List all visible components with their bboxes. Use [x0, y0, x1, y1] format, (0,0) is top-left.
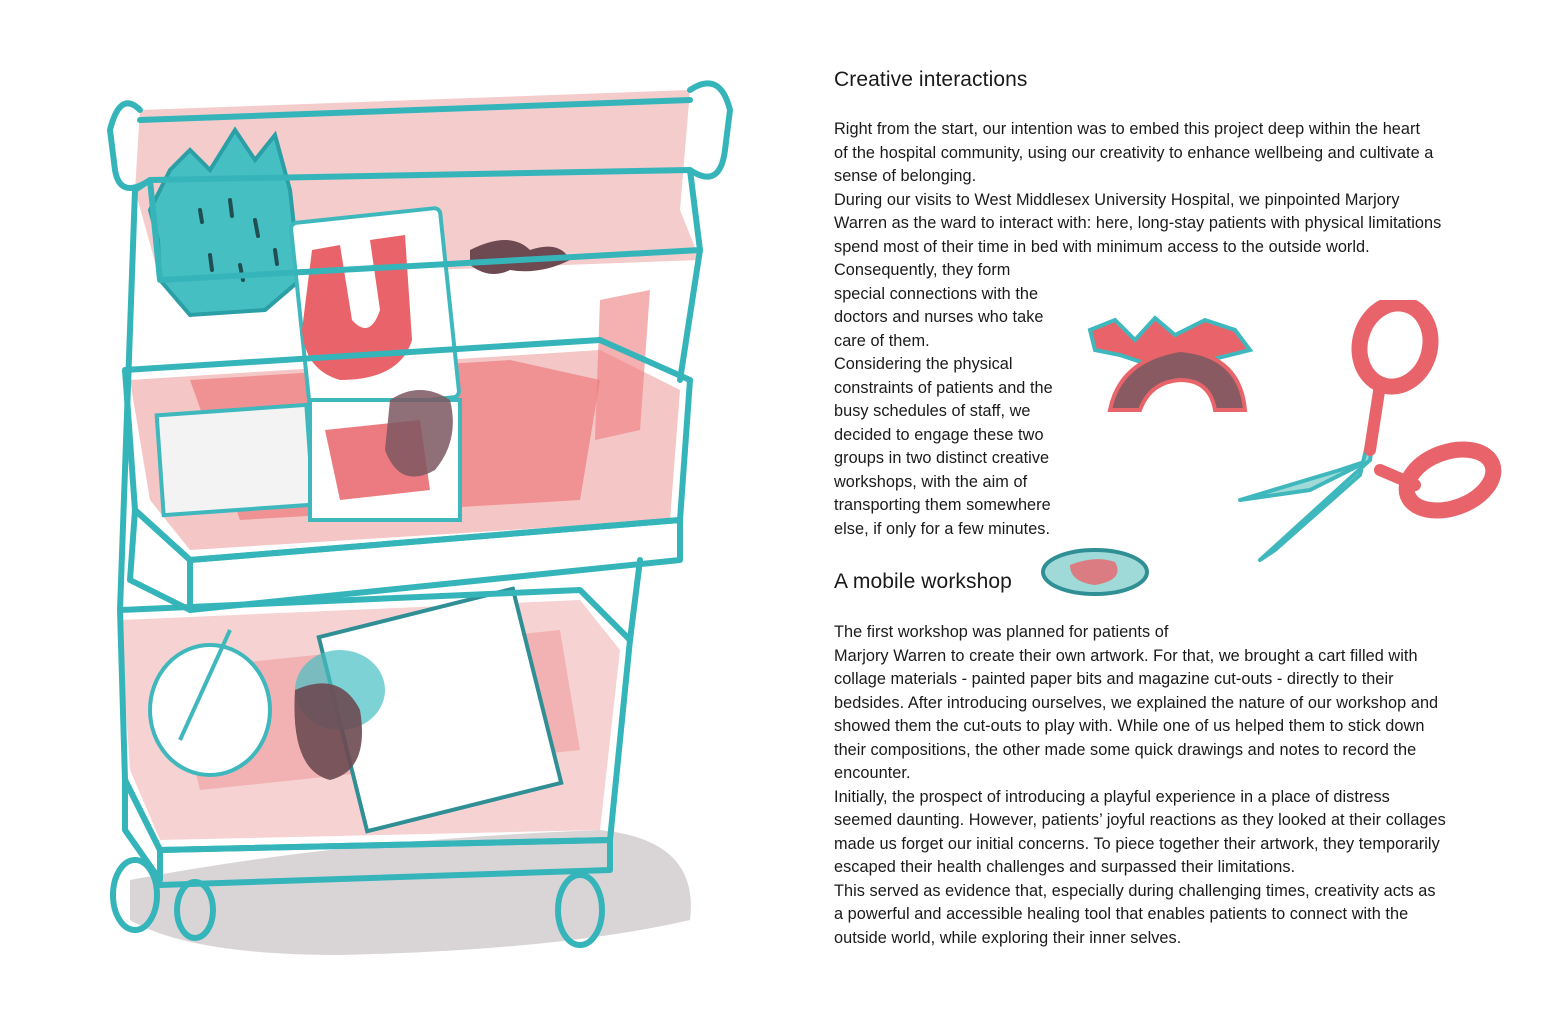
- body-line: transporting them somewhere: [834, 496, 1051, 514]
- body-line: busy schedules of staff, we: [834, 402, 1031, 420]
- body-line: showed them the cut-outs to play with. While one of us helped them to stick down: [834, 717, 1425, 735]
- body-line: of the hospital community, using our creativity to enhance wellbeing and cultivate a: [834, 143, 1434, 162]
- scissors: [1240, 300, 1502, 560]
- heading-creative-interactions: Creative interactions: [834, 68, 1028, 91]
- section2-body: [834, 621, 1514, 950]
- body-line: special connections with the: [834, 284, 1039, 303]
- tray-left: [157, 405, 314, 515]
- body-line: seemed daunting. However, patients’ joyful reactions as they looked at their collages: [834, 811, 1446, 829]
- body-line: else, if only for a few minutes.: [834, 519, 1051, 538]
- trolley-illustration: [40, 50, 780, 970]
- body-line: spend most of their time in bed with minimum access to the outside world.: [834, 237, 1370, 256]
- body-line: This served as evidence that, especially during challenging times, creativity acts as: [834, 881, 1436, 900]
- pot: [150, 645, 270, 775]
- body-line: groups in two distinct creative: [834, 449, 1050, 467]
- body-line: decided to engage these two: [834, 425, 1044, 444]
- body-line: sense of belonging.: [834, 167, 977, 185]
- body-line: a powerful and accessible healing tool that enables patients to connect with the: [834, 905, 1409, 923]
- body-line: Considering the physical: [834, 355, 1013, 373]
- body-line: During our visits to West Middlesex University Hospital, we pinpointed Marjory: [834, 190, 1400, 209]
- body-line: their compositions, the other made some quick drawings and notes to record the: [834, 740, 1417, 759]
- body-line: encounter.: [834, 764, 911, 782]
- body-line: escaped their health challenges and surpassed their limitations.: [834, 858, 1296, 876]
- heading-mobile-workshop: A mobile workshop: [834, 570, 1012, 593]
- body-line: care of them.: [834, 331, 930, 350]
- body-line: workshops, with the aim of: [834, 472, 1028, 491]
- body-line: Warren as the ward to interact with: here, long-stay patients with physical limitations: [834, 214, 1442, 232]
- body-line: The first workshop was planned for patients of: [834, 623, 1169, 641]
- body-line: Right from the start, our intention was to embed this project deep within the heart: [834, 120, 1421, 138]
- body-line: collage materials - painted paper bits and magazine cut-outs - directly to their: [834, 670, 1394, 688]
- body-line: Consequently, they form: [834, 261, 1011, 279]
- body-line: Marjory Warren to create their own artwork. For that, we brought a cart filled with: [834, 646, 1418, 665]
- body-line: outside world, while exploring their inner selves.: [834, 928, 1182, 947]
- body-line: Initially, the prospect of introducing a playful experience in a place of distress: [834, 787, 1390, 806]
- scissors-cutouts-illustration: [1040, 300, 1520, 610]
- body-line: made us forget our initial concerns. To piece together their artwork, they temporarily: [834, 834, 1440, 853]
- body-line: bedsides. After introducing ourselves, we explained the nature of our workshop and: [834, 693, 1439, 712]
- body-line: doctors and nurses who take: [834, 308, 1044, 326]
- body-line: constraints of patients and the: [834, 378, 1053, 397]
